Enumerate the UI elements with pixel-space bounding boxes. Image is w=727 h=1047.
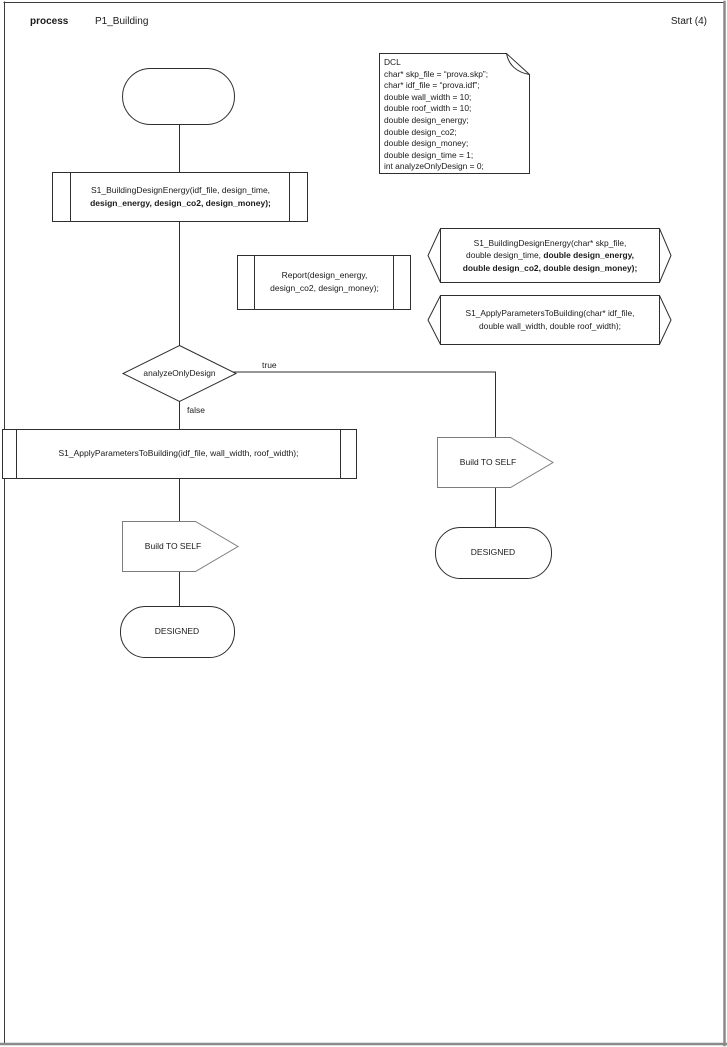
report-line1: Report(design_energy, xyxy=(281,270,368,280)
dcl-line: DCL xyxy=(384,57,401,67)
dcl-note-text xyxy=(384,57,526,173)
signature-energy-label xyxy=(441,228,659,283)
build-left-label: Build TO SELF xyxy=(144,540,202,551)
build-right-label: Build TO SELF xyxy=(459,456,517,467)
signature-apply-label xyxy=(441,295,659,344)
dcl-line: char* idf_file = “prova.idf”; xyxy=(384,80,480,91)
dcl-line: int analyzeOnlyDesign = 0; xyxy=(384,161,484,172)
report-line2: design_co2, design_money); xyxy=(270,283,379,293)
process1-line2: design_energy, design_co2, design_money); xyxy=(90,197,271,208)
dcl-line: double design_co2; xyxy=(384,126,457,137)
process1-line1: S1_BuildingDesignEnergy(idf_file, design_time, xyxy=(90,184,271,195)
signature-energy-line3: double design_co2, double design_money); xyxy=(462,262,638,273)
header-kind-label: process xyxy=(30,16,69,27)
dcl-line: char* skp_file = “prova.skp”; xyxy=(384,68,489,79)
start-node[interactable] xyxy=(123,69,235,125)
dcl-line: double wall_width = 10; xyxy=(384,91,472,102)
dcl-line: double roof_width = 10; xyxy=(384,103,472,114)
designed-left-label: DESIGNED xyxy=(154,626,200,636)
signature-energy-line1: S1_BuildingDesignEnergy(char* skp_file, xyxy=(473,237,627,248)
signature-apply-line2: double wall_width, double roof_width); xyxy=(479,320,621,331)
decision-label: analyzeOnlyDesign xyxy=(143,367,216,378)
dcl-line: double design_money; xyxy=(384,138,469,149)
dcl-line: double design_time = 1; xyxy=(384,149,474,160)
header-start-label: Start (4) xyxy=(670,16,707,27)
connector-true-branch xyxy=(234,372,496,438)
process1-label xyxy=(71,172,290,221)
true-branch-label: true xyxy=(262,360,277,370)
report-label xyxy=(255,255,394,309)
signature-energy-line2: double design_time, double design_energy, xyxy=(466,250,634,261)
false-branch-label: false xyxy=(187,405,205,415)
apply-process-label: S1_ApplyParametersToBuilding(idf_file, wall_width, roof_width); xyxy=(58,448,299,458)
signature-apply-line1: S1_ApplyParametersToBuilding(char* idf_file, xyxy=(465,307,635,318)
page-title: P1_Building xyxy=(95,16,149,27)
designed-right-label: DESIGNED xyxy=(470,547,516,557)
dcl-line: double design_energy; xyxy=(384,114,469,125)
